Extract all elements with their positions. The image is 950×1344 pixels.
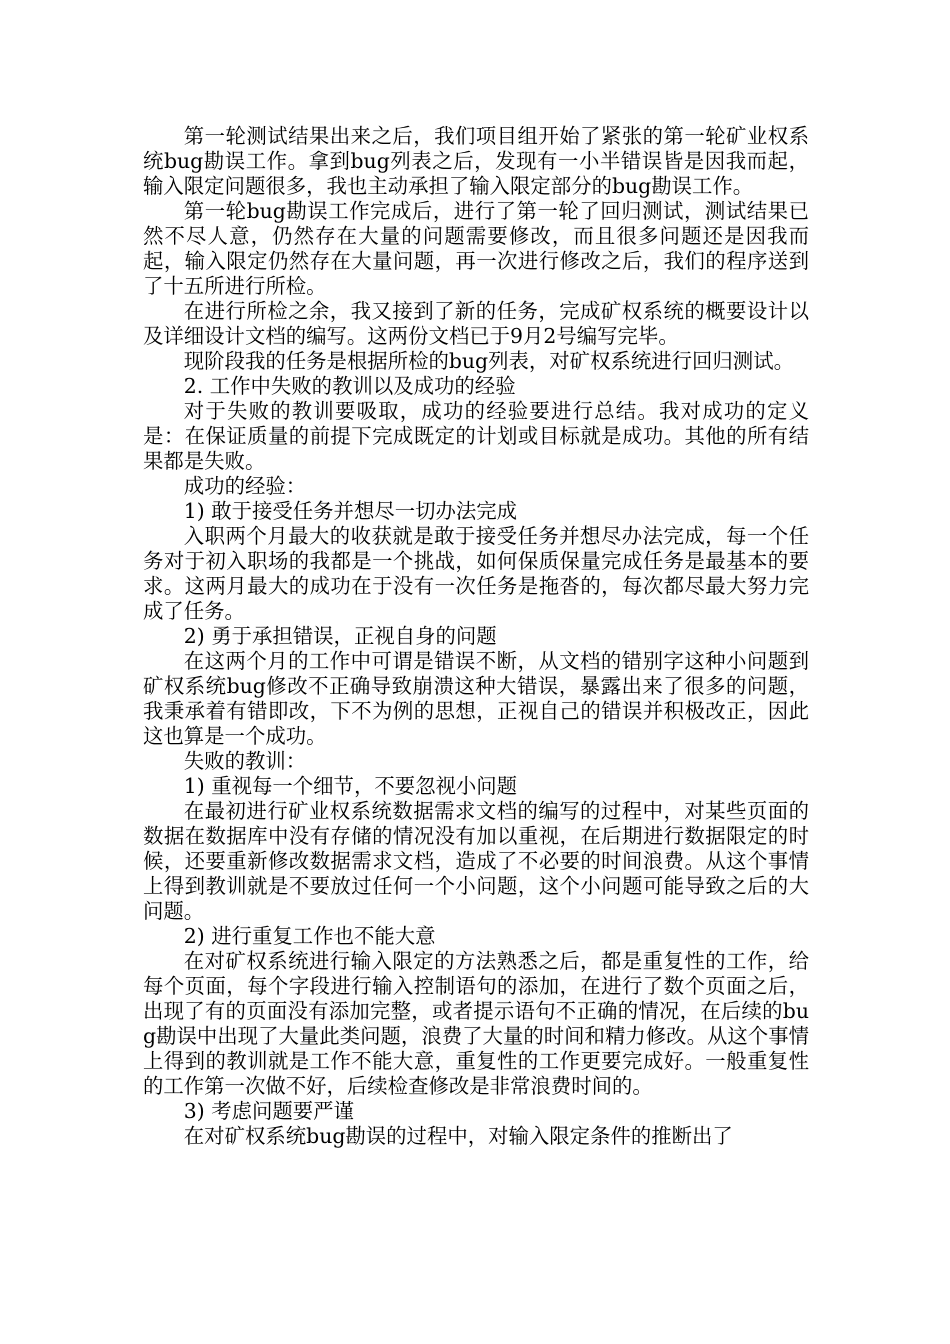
subsection-label: 成功的经验： (183, 474, 307, 498)
paragraph: 现阶段我的任务是根据所检的bug列表，对矿权系统进行回归测试。 (183, 349, 794, 373)
document-body (143, 124, 809, 1149)
paragraph: 第一轮测试结果出来之后，我们项目组开始了紧张的第一轮矿业权系统bug勘误工作。拿到bug列表之后，发现有一小半错误皆是因我而起，输入限定问题很多，我也主动承担了输入限定部分的bug勘误工作。 (143, 124, 809, 198)
section-heading: 2. 工作中失败的教训以及成功的经验 (183, 374, 516, 398)
list-heading: 2) 勇于承担错误，正视自身的问题 (183, 624, 497, 648)
list-heading: 1) 敢于接受任务并想尽一切办法完成 (183, 499, 518, 523)
paragraph: 在对矿权系统进行输入限定的方法熟悉之后，都是重复性的工作，给每个页面，每个字段进行输入控制语句的添加，在进行了数个页面之后，出现了有的页面没有添加完整，或者提示语句不正确的情况，在后续的bug勘误中出现了大量此类问题，浪费了大量的时间和精力修改。从这个事情上得到的教训就是工作不能大意，重复性的工作更要完成好。一般重复性的工作第一次做不好，后续检查修改是非常浪费时间的。 (143, 949, 809, 1098)
list-heading: 2) 进行重复工作也不能大意 (183, 924, 436, 948)
paragraph: 在进行所检之余，我又接到了新的任务，完成矿权系统的概要设计以及详细设计文档的编写。这两份文档已于9月2号编写完毕。 (143, 299, 809, 348)
paragraph: 在这两个月的工作中可谓是错误不断，从文档的错别字这种小问题到矿权系统bug修改不正确导致崩溃这种大错误，暴露出来了很多的问题，我秉承着有错即改，下不为例的思想，正视自己的错误并积极改正，因此这也算是一个成功。 (143, 649, 809, 748)
subsection-label: 失败的教训： (183, 749, 307, 773)
paragraph: 第一轮bug勘误工作完成后，进行了第一轮了回归测试，测试结果已然不尽人意，仍然存在大量的问题需要修改，而且很多问题还是因我而起，输入限定仍然存在大量问题，再一次进行修改之后，我们的程序送到了十五所进行所检。 (143, 199, 809, 298)
list-heading: 1) 重视每一个细节，不要忽视小问题 (183, 774, 518, 798)
paragraph: 入职两个月最大的收获就是敢于接受任务并想尽办法完成，每一个任务对于初入职场的我都是一个挑战，如何保质保量完成任务是最基本的要求。这两月最大的成功在于没有一次任务是拖沓的，每次都尽最大努力完成了任务。 (143, 524, 809, 623)
list-heading: 3) 考虑问题要严谨 (183, 1099, 354, 1123)
paragraph: 对于失败的教训要吸取，成功的经验要进行总结。我对成功的定义是：在保证质量的前提下完成既定的计划或目标就是成功。其他的所有结果都是失败。 (143, 399, 809, 473)
paragraph: 在最初进行矿业权系统数据需求文档的编写的过程中，对某些页面的数据在数据库中没有存储的情况没有加以重视，在后期进行数据限定的时候，还要重新修改数据需求文档，造成了不必要的时间浪费。从这个事情上得到教训就是不要放过任何一个小问题，这个小问题可能导致之后的大问题。 (143, 799, 809, 923)
paragraph: 在对矿权系统bug勘误的过程中，对输入限定条件的推断出了 (183, 1124, 733, 1148)
